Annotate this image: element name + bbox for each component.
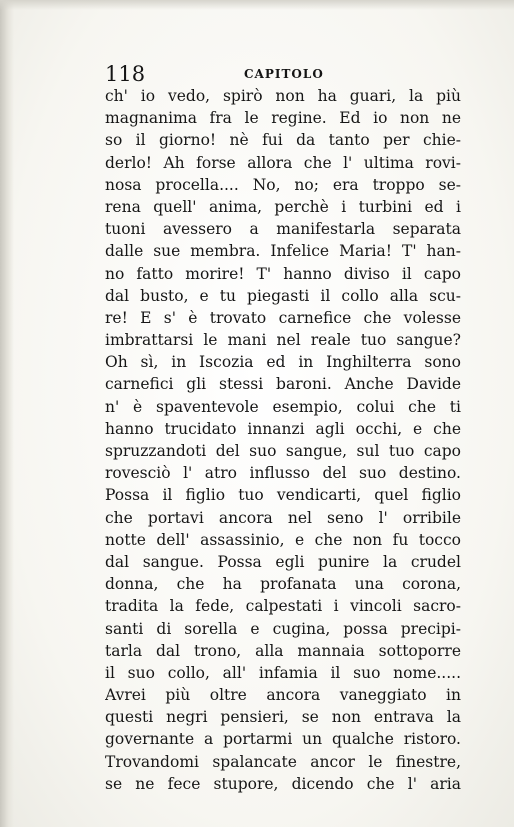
- text-line: rena quell' anima, perchè i turbini ed i: [105, 197, 461, 216]
- running-head: CAPITOLO: [244, 67, 324, 81]
- text-line: derlo! Ah forse allora che l' ultima rovi-: [105, 153, 461, 172]
- text-line: governante a portarmi un qualche ristoro.: [105, 730, 461, 749]
- page-top-shadow: [0, 0, 514, 10]
- text-line: nosa procella.... No, no; era troppo se-: [105, 175, 461, 194]
- text-line: magnanima fra le regine. Ed io non ne: [105, 109, 461, 128]
- page-number: 118: [105, 62, 146, 86]
- text-line: Trovandomi spalancate ancor le finestre,: [105, 752, 461, 771]
- text-line: dalle sue membra. Infelice Maria! T' han-: [105, 242, 461, 261]
- page-header: [105, 62, 461, 86]
- text-line: Avrei più oltre ancora vaneggiato in: [105, 686, 461, 705]
- text-line: re! E s' è trovato carnefice che volesse: [105, 308, 461, 327]
- text-line: so il giorno! nè fui da tanto per chie-: [105, 131, 461, 150]
- text-line: tarla dal trono, alla mannaia sottoporre: [105, 641, 461, 660]
- text-line: dal busto, e tu piegasti il collo alla scu-: [105, 286, 461, 305]
- text-line: ch' io vedo, spirò non ha guari, la più: [105, 87, 461, 105]
- text-line: spruzzandoti del suo sangue, sul tuo capo: [105, 442, 461, 460]
- body-text: [105, 85, 461, 795]
- text-line: no fatto morire! T' hanno diviso il capo: [105, 264, 461, 283]
- text-line: imbrattarsi le mani nel reale tuo sangue?: [105, 331, 461, 350]
- text-line: hanno trucidato innanzi agli occhi, e che: [105, 419, 461, 438]
- text-line: rovesciò l' atro influsso del suo destino.: [105, 464, 461, 483]
- text-line: tuoni avessero a manifestarla separata: [105, 220, 461, 239]
- text-line: Oh sì, in Iscozia ed in Inghilterra sono: [105, 353, 461, 372]
- text-line: tradita la fede, calpestati i vincoli sacro-: [105, 597, 461, 616]
- page-gutter-shadow: [0, 0, 14, 827]
- text-line: carnefici gli stessi baroni. Anche Davide: [105, 375, 461, 394]
- text-line: donna, che ha profanata una corona,: [105, 575, 461, 594]
- text-line: questi negri pensieri, se non entrava la: [105, 708, 461, 727]
- text-line: se ne fece stupore, dicendo che l' aria: [105, 774, 461, 793]
- text-line: dal sangue. Possa egli punire la crudel: [105, 552, 461, 571]
- text-line: n' è spaventevole esempio, colui che ti: [105, 397, 461, 416]
- text-line: il suo collo, all' infamia il suo nome.....: [105, 663, 461, 682]
- text-line: Possa il figlio tuo vendicarti, quel figlio: [105, 486, 461, 505]
- text-line: santi di sorella e cugina, possa precipi-: [105, 619, 461, 638]
- text-line: notte dell' assassinio, e che non fu tocco: [105, 530, 461, 549]
- text-line: che portavi ancora nel seno l' orribile: [105, 508, 461, 527]
